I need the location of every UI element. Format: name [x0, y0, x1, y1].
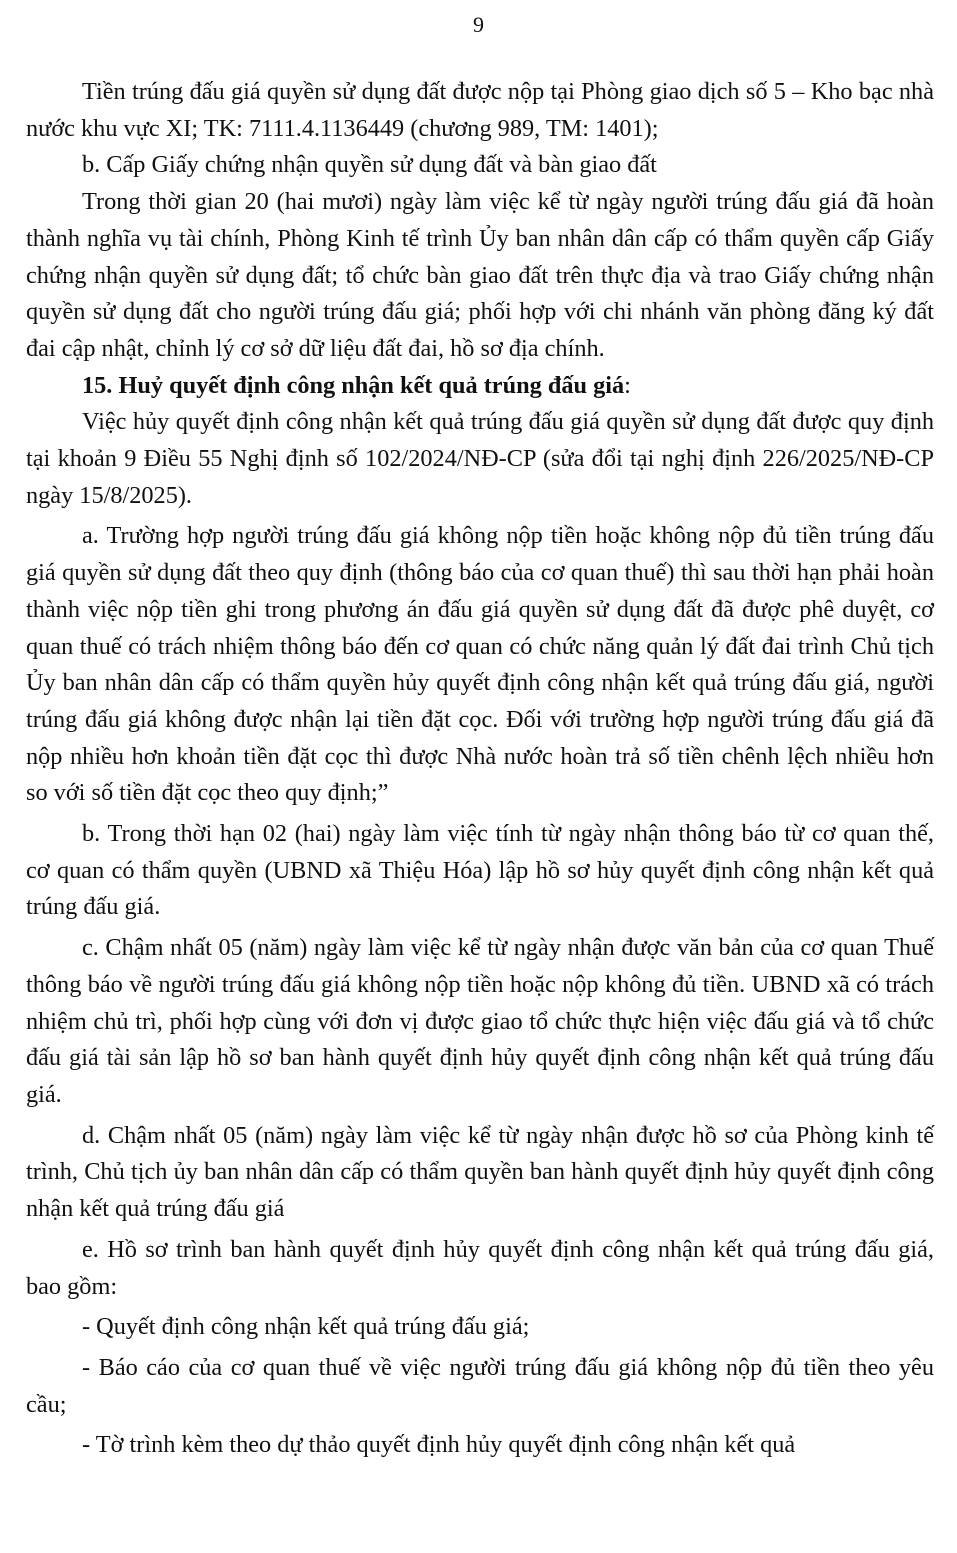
section-15-heading-text: 15. Huỷ quyết định công nhận kết quả trúng đấu giá — [82, 371, 625, 399]
paragraph-item-c: c. Chậm nhất 05 (năm) ngày làm việc kể từ ngày nhận được văn bản của cơ quan Thuế thông báo về người trúng đấu giá không nộp tiền hoặc nộp không đủ tiền. UBND xã có trách nhiệm chủ trì, phối hợp cùng với đơn vị được giao tổ chức thực hiện việc đấu giá và tổ chức đấu giá tài sản lập hồ sơ ban hành quyết định hủy quyết định công nhận kết quả trúng đấu giá. — [26, 934, 934, 1108]
paragraph-legal-basis: Việc hủy quyết định công nhận kết quả trúng đấu giá quyền sử dụng đất được quy định tại khoản 9 Điều 55 Nghị định số 102/2024/NĐ-CP (sửa đổi tại nghị định 226/2025/NĐ-CP ngày 15/8/2025). — [26, 408, 934, 509]
paragraph-payment-account: Tiền trúng đấu giá quyền sử dụng đất được nộp tại Phòng giao dịch số 5 – Kho bạc nhà nước khu vực XI; TK: 7111.4.1136449 (chương 989, TM: 1401); — [26, 78, 934, 142]
list-item-tax-report: - Báo cáo của cơ quan thuế về việc người trúng đấu giá không nộp đủ tiền theo yêu cầu; — [26, 1353, 934, 1418]
list-item-decision: - Quyết định công nhận kết quả trúng đấu giá; — [82, 1313, 530, 1341]
list-item-submission: - Tờ trình kèm theo dự thảo quyết định hủy quyết định công nhận kết quả — [82, 1431, 796, 1459]
paragraph-certificate-handover: Trong thời gian 20 (hai mươi) ngày làm việc kể từ ngày người trúng đấu giá đã hoàn thành nghĩa vụ tài chính, Phòng Kinh tế trình Ủy ban nhân dân cấp có thẩm quyền cấp Giấy chứng nhận quyền sử dụng đất; tổ chức bàn giao đất trên thực địa và trao Giấy chứng nhận quyền sử dụng đất cho người trúng đấu giá; phối hợp với chi nhánh văn phòng đăng ký đất đai cập nhật, chỉnh lý cơ sở dữ liệu đất đai, hồ sơ địa chính. — [26, 188, 934, 362]
paragraph-item-b: b. Trong thời hạn 02 (hai) ngày làm việc tính từ ngày nhận thông báo từ cơ quan thế, cơ quan có thẩm quyền (UBND xã Thiệu Hóa) lập hồ sơ hủy quyết định công nhận kết quả trúng đấu giá. — [26, 820, 934, 921]
paragraph-item-e: e. Hồ sơ trình ban hành quyết định hủy quyết định công nhận kết quả trúng đấu giá, bao gồm: — [26, 1235, 934, 1300]
section-15-heading-colon: : — [624, 371, 631, 399]
section-15-heading — [26, 368, 934, 405]
paragraph-section-b-title: b. Cấp Giấy chứng nhận quyền sử dụng đất và bàn giao đất — [82, 151, 657, 179]
paragraph-item-d: d. Chậm nhất 05 (năm) ngày làm việc kể từ ngày nhận được hồ sơ của Phòng kinh tế trình, Chủ tịch ủy ban nhân dân cấp có thẩm quyền ban hành quyết định hủy quyết định công nhận kết quả trúng đấu giá — [26, 1121, 934, 1223]
page-number: 9 — [473, 12, 484, 37]
paragraph-item-a: a. Trường hợp người trúng đấu giá không nộp tiền hoặc không nộp đủ tiền trúng đấu giá quyền sử dụng đất theo quy định (thông báo của cơ quan thuế) thì sau thời hạn phải hoàn thành việc nộp tiền ghi trong phương án đấu giá quyền sử dụng đất đã được phê duyệt, cơ quan thuế có trách nhiệm thông báo đến cơ quan có chức năng quản lý đất đai trình Chủ tịch Ủy ban nhân dân cấp có thẩm quyền hủy quyết định công nhận kết quả trúng đấu giá, người trúng đấu giá không được nhận lại tiền đặt cọc. Đối với trường hợp người trúng đấu giá đã nộp nhiều hơn khoản tiền đặt cọc thì được Nhà nước hoàn trả số tiền chênh lệch nhiều hơn so với số tiền đặt cọc theo quy định;” — [26, 522, 934, 807]
document-body — [26, 74, 934, 1464]
